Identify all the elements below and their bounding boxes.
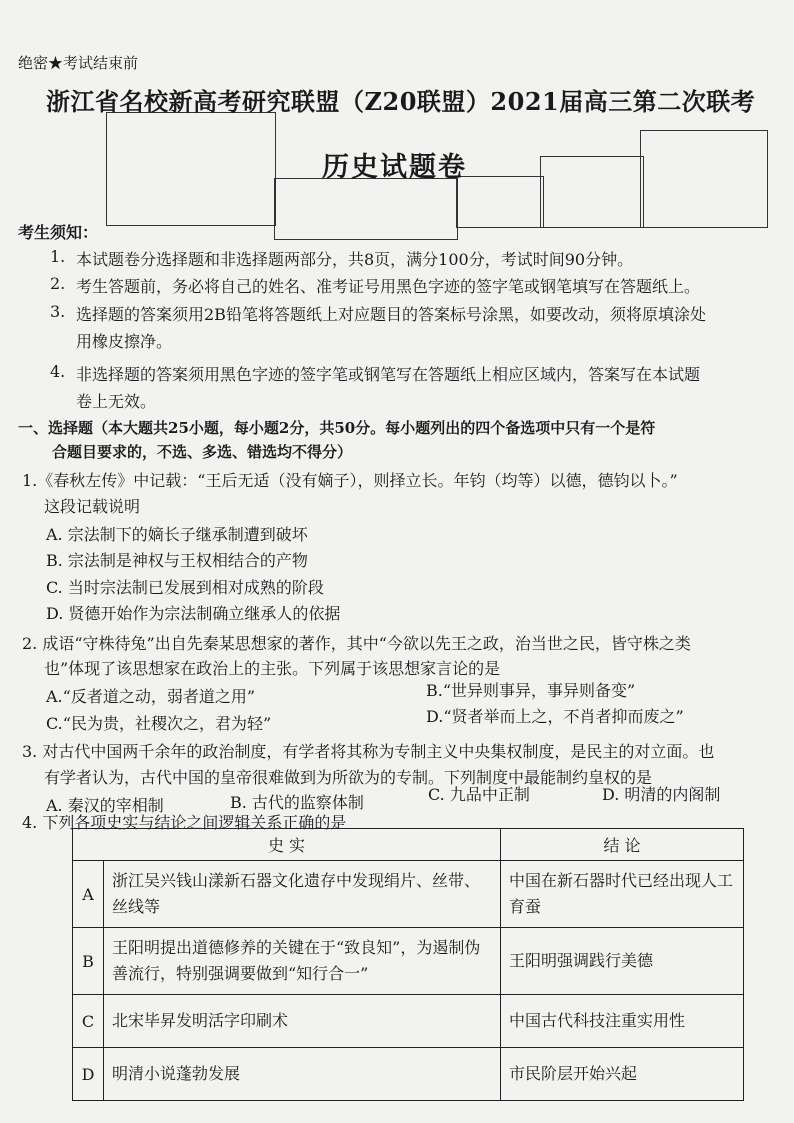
- row-fact: 北宋毕昇发明活字印刷术: [104, 995, 501, 1048]
- notice-item-text: 选择题的答案须用2B铅笔将答题纸上对应题目的答案标号涂黑，如要改动，须将原填涂处: [76, 305, 706, 324]
- table-row: [73, 928, 744, 995]
- redaction-box-1: [106, 112, 276, 226]
- option-b: B.“世异则事异，事异则备变”: [426, 681, 636, 700]
- option-b: B. 古代的监察体制: [230, 793, 364, 812]
- option-b: B. 宗法制是神权与王权相结合的产物: [46, 551, 308, 570]
- notice-item-text: 用橡皮擦净。: [76, 332, 173, 351]
- section-heading: 一、选择题（本大题共25小题，每小题2分，共50分。每小题列出的四个备选项中只有一个是符: [18, 419, 656, 437]
- redaction-box-3: [456, 176, 544, 228]
- option-d: D. 明清的内阁制: [602, 785, 721, 804]
- row-conclusion: 王阳明强调践行美德: [501, 928, 744, 995]
- notice-item-num: 4.: [50, 362, 66, 381]
- redaction-box-2: [274, 178, 458, 240]
- row-option: A: [73, 861, 104, 928]
- notice-item-text: 非选择题的答案须用黑色字迹的签字笔或钢笔写在答题纸上相应区域内，答案写在本试题: [76, 365, 701, 384]
- column-header-conclusion: 结 论: [501, 829, 744, 861]
- table-row: [73, 1048, 744, 1101]
- option-a: A.“反者道之动，弱者道之用”: [46, 687, 256, 706]
- option-d: D.“贤者举而上之，不肖者抑而废之”: [426, 707, 684, 726]
- notice-item-num: 3.: [50, 302, 66, 321]
- notice-item-text: 本试题卷分选择题和非选择题两部分，共8页，满分100分，考试时间90分钟。: [76, 250, 634, 269]
- facts-table: [72, 828, 744, 1101]
- option-c: C.“民为贵，社稷次之，君为轻”: [46, 714, 272, 733]
- option-a: A. 秦汉的宰相制: [46, 796, 164, 815]
- redaction-box-4: [540, 156, 644, 228]
- question-stem: 2. 成语“守株待兔”出自先秦某思想家的著作，其中“今欲以先王之政，治当世之民，皆守株之类: [22, 634, 691, 653]
- exam-title: 浙江省名校新高考研究联盟（Z20联盟）2021届高三第二次联考: [46, 87, 756, 116]
- row-conclusion: 中国在新石器时代已经出现人工育蚕: [501, 861, 744, 928]
- notice-item-num: 2.: [50, 274, 66, 293]
- row-option: D: [73, 1048, 104, 1101]
- notice-item-text: 卷上无效。: [76, 392, 157, 411]
- option-c: C. 九品中正制: [428, 785, 530, 804]
- table-row: [73, 995, 744, 1048]
- question-stem: 这段记载说明: [44, 497, 141, 516]
- option-c: C. 当时宗法制已发展到相对成熟的阶段: [46, 578, 324, 597]
- question-stem: 4. 下列各项史实与结论之间逻辑关系正确的是: [22, 813, 347, 832]
- option-d: D. 贤德开始作为宗法制确立继承人的依据: [46, 604, 341, 623]
- confidential-label: 绝密★考试结束前: [18, 54, 139, 72]
- section-heading: 合题目要求的，不选、多选、错选均不得分）: [52, 443, 353, 461]
- exam-subtitle: 历史试题卷: [322, 152, 467, 183]
- table-row: [73, 861, 744, 928]
- option-a: A. 宗法制下的嫡长子继承制遭到破坏: [46, 525, 308, 544]
- column-header-fact: 史 实: [73, 829, 501, 861]
- question-stem: 也”体现了该思想家在政治上的主张。下列属于该思想家言论的是: [44, 659, 501, 678]
- row-option: C: [73, 995, 104, 1048]
- row-conclusion: 中国古代科技注重实用性: [501, 995, 744, 1048]
- question-stem: 有学者认为，古代中国的皇帝很难做到为所欲为的专制。下列制度中最能制约皇权的是: [44, 768, 653, 787]
- notice-item-num: 1.: [50, 247, 66, 266]
- notice-heading: 考生须知：: [18, 223, 99, 242]
- question-stem: 3. 对古代中国两千余年的政治制度，有学者将其称为专制主义中央集权制度，是民主的对立面。也: [22, 742, 715, 761]
- row-fact: 王阳明提出道德修养的关键在于“致良知”，为遏制伪善流行，特别强调要做到“知行合一”: [104, 928, 501, 995]
- row-conclusion: 市民阶层开始兴起: [501, 1048, 744, 1101]
- row-option: B: [73, 928, 104, 995]
- redaction-box-5: [640, 130, 768, 228]
- table-header-row: [73, 829, 744, 861]
- question-stem: 1.《春秋左传》中记载：“王后无适（没有嫡子），则择立长。年钧（均等）以德，德钧以卜。”: [22, 471, 678, 490]
- row-fact: 明清小说蓬勃发展: [104, 1048, 501, 1101]
- notice-item-text: 考生答题前，务必将自己的姓名、准考证号用黑色字迹的签字笔或钢笔填写在答题纸上。: [76, 277, 701, 296]
- row-fact: 浙江吴兴钱山漾新石器文化遗存中发现绢片、丝带、丝线等: [104, 861, 501, 928]
